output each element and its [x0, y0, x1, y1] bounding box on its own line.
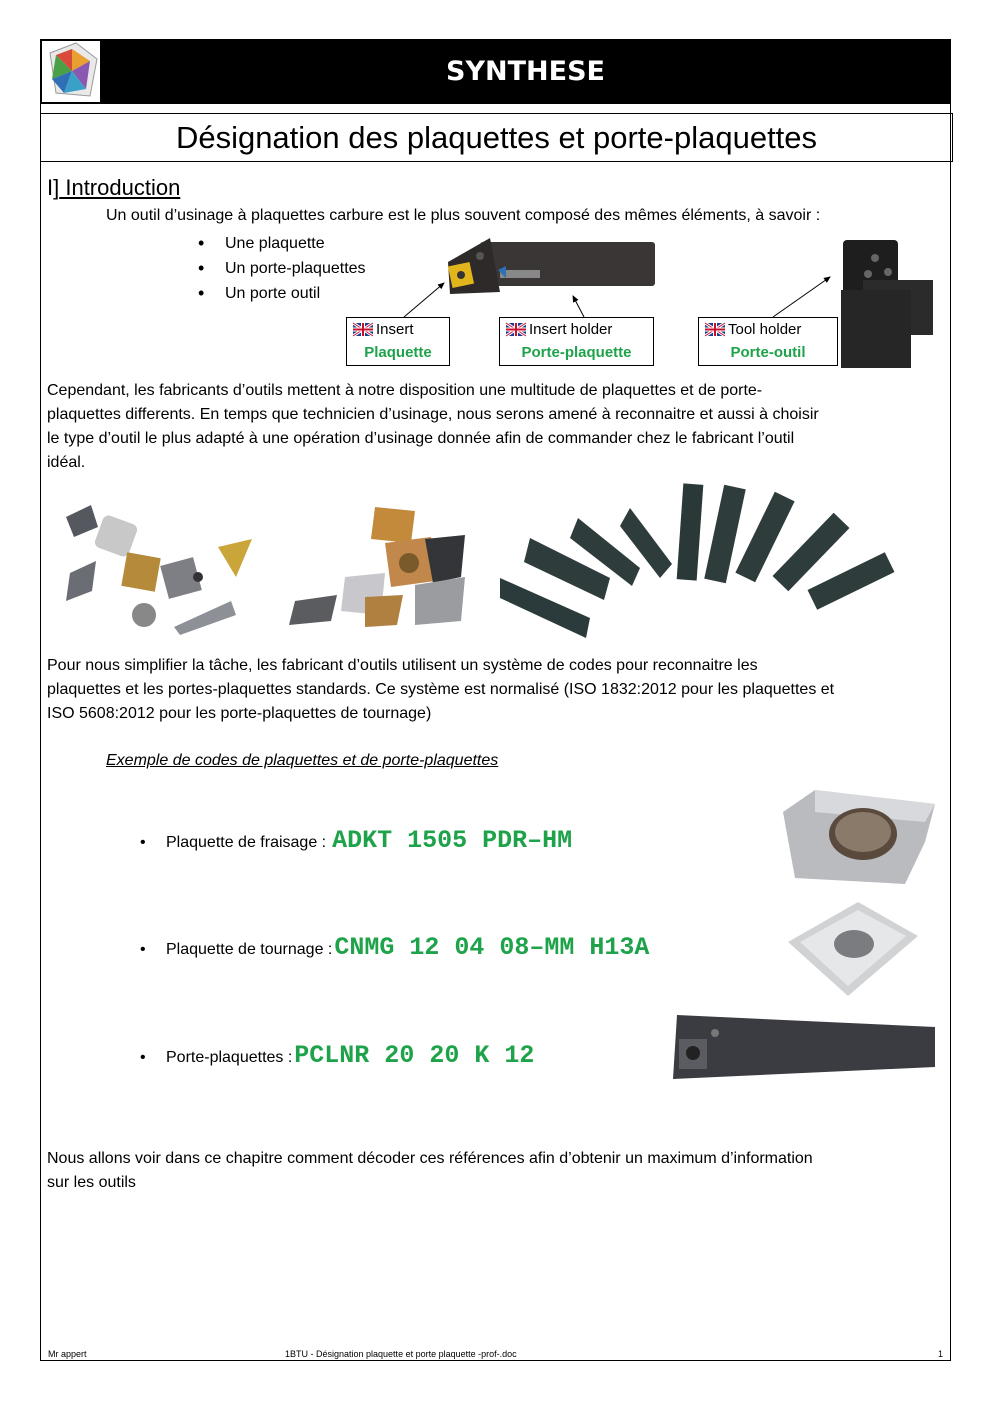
- banner-title: SYNTHESE: [446, 56, 605, 87]
- paragraph-1: [47, 379, 819, 475]
- paragraph-line: Pour nous simplifier la tâche, les fabricant d’outils utilisent un système de codes pour reconnaitre les: [47, 657, 758, 674]
- example-label: Plaquette de tournage :: [166, 941, 333, 958]
- insert-label: [346, 317, 450, 366]
- example-code: ADKT 1505 PDR–HM: [332, 826, 573, 855]
- paragraph-line: ISO 5608:2012 pour les porte-plaquettes de tournage): [47, 705, 432, 722]
- milling-inserts-photo: [285, 497, 485, 637]
- turning-insert-image: [778, 898, 928, 998]
- label-en: Tool holder: [728, 321, 802, 338]
- paragraph-line: plaquettes differents. En temps que technicien d’usinage, nous serons amené à reconnaitre et aussi à choisir: [47, 406, 819, 423]
- example-code: CNMG 12 04 08–MM H13A: [334, 933, 650, 962]
- example-label: Plaquette de fraisage :: [166, 834, 327, 851]
- uk-flag-icon: [705, 323, 725, 336]
- section-number: I]: [47, 175, 60, 200]
- paragraph-2: [47, 654, 834, 726]
- paragraph-line: idéal.: [47, 454, 86, 471]
- example-code: PCLNR 20 20 K 12: [294, 1041, 535, 1070]
- conclusion: [47, 1147, 813, 1195]
- turning-tools-photo: [500, 478, 900, 638]
- section-heading-text: Introduction: [59, 175, 181, 200]
- list-item: • Un porte-plaquettes: [196, 256, 366, 281]
- label-en: Insert holder: [529, 321, 613, 338]
- uk-flag-icon: [506, 323, 526, 336]
- list-item: • Une plaquette: [196, 231, 366, 256]
- list-item: • Un porte outil: [196, 281, 366, 306]
- footer-author: Mr appert: [48, 1349, 87, 1359]
- label-en: Insert: [376, 321, 414, 338]
- footer-page-number: 1: [938, 1349, 944, 1359]
- intro-text: Un outil d’usinage à plaquettes carbure est le plus souvent composé des mêmes éléments, à savoir :: [106, 207, 821, 224]
- example-label: Porte-plaquettes :: [166, 1049, 293, 1066]
- insert-holder-label: [499, 317, 654, 366]
- tool-holder-label: [698, 317, 838, 366]
- milling-insert-image: [775, 782, 945, 892]
- example-heading: Exemple de codes de plaquettes et de porte-plaquettes: [106, 752, 499, 769]
- paragraph-line: plaquettes et les portes-plaquettes standards. Ce système est normalisé (ISO 1832:2012 pour les plaquettes et: [47, 681, 835, 698]
- label-fr: Porte-plaquette: [521, 344, 632, 361]
- paragraph-line: Nous allons voir dans ce chapitre comment décoder ces références afin d’obtenir un maximum d’information: [47, 1150, 813, 1167]
- label-fr: Plaquette: [364, 344, 432, 361]
- paragraph-line: sur les outils: [47, 1174, 136, 1191]
- tool-holder-example-image: [671, 1013, 941, 1083]
- example-row: • Plaquette de fraisage : ADKT 1505 PDR–HM: [140, 826, 573, 855]
- paragraph-line: le type d’outil le plus adapté à une opération d’usinage donnée afin de commander chez le fabricant l’outil: [47, 430, 795, 447]
- page-title: Désignation des plaquettes et porte-plaquettes: [40, 113, 953, 162]
- footer-filename: 1BTU - Désignation plaquette et porte plaquette -prof-.doc: [285, 1349, 517, 1359]
- example-row: • Porte-plaquettes : PCLNR 20 20 K 12: [140, 1041, 535, 1070]
- label-fr: Porte-outil: [730, 344, 806, 361]
- inserts-photo: [56, 497, 256, 637]
- uk-flag-icon: [353, 323, 373, 336]
- arrows: [0, 0, 992, 400]
- paragraph-line: Cependant, les fabricants d’outils mettent à notre disposition une multitude de plaquettes et de porte-: [47, 382, 763, 399]
- example-row: • Plaquette de tournage : CNMG 12 04 08–MM H13A: [140, 933, 650, 962]
